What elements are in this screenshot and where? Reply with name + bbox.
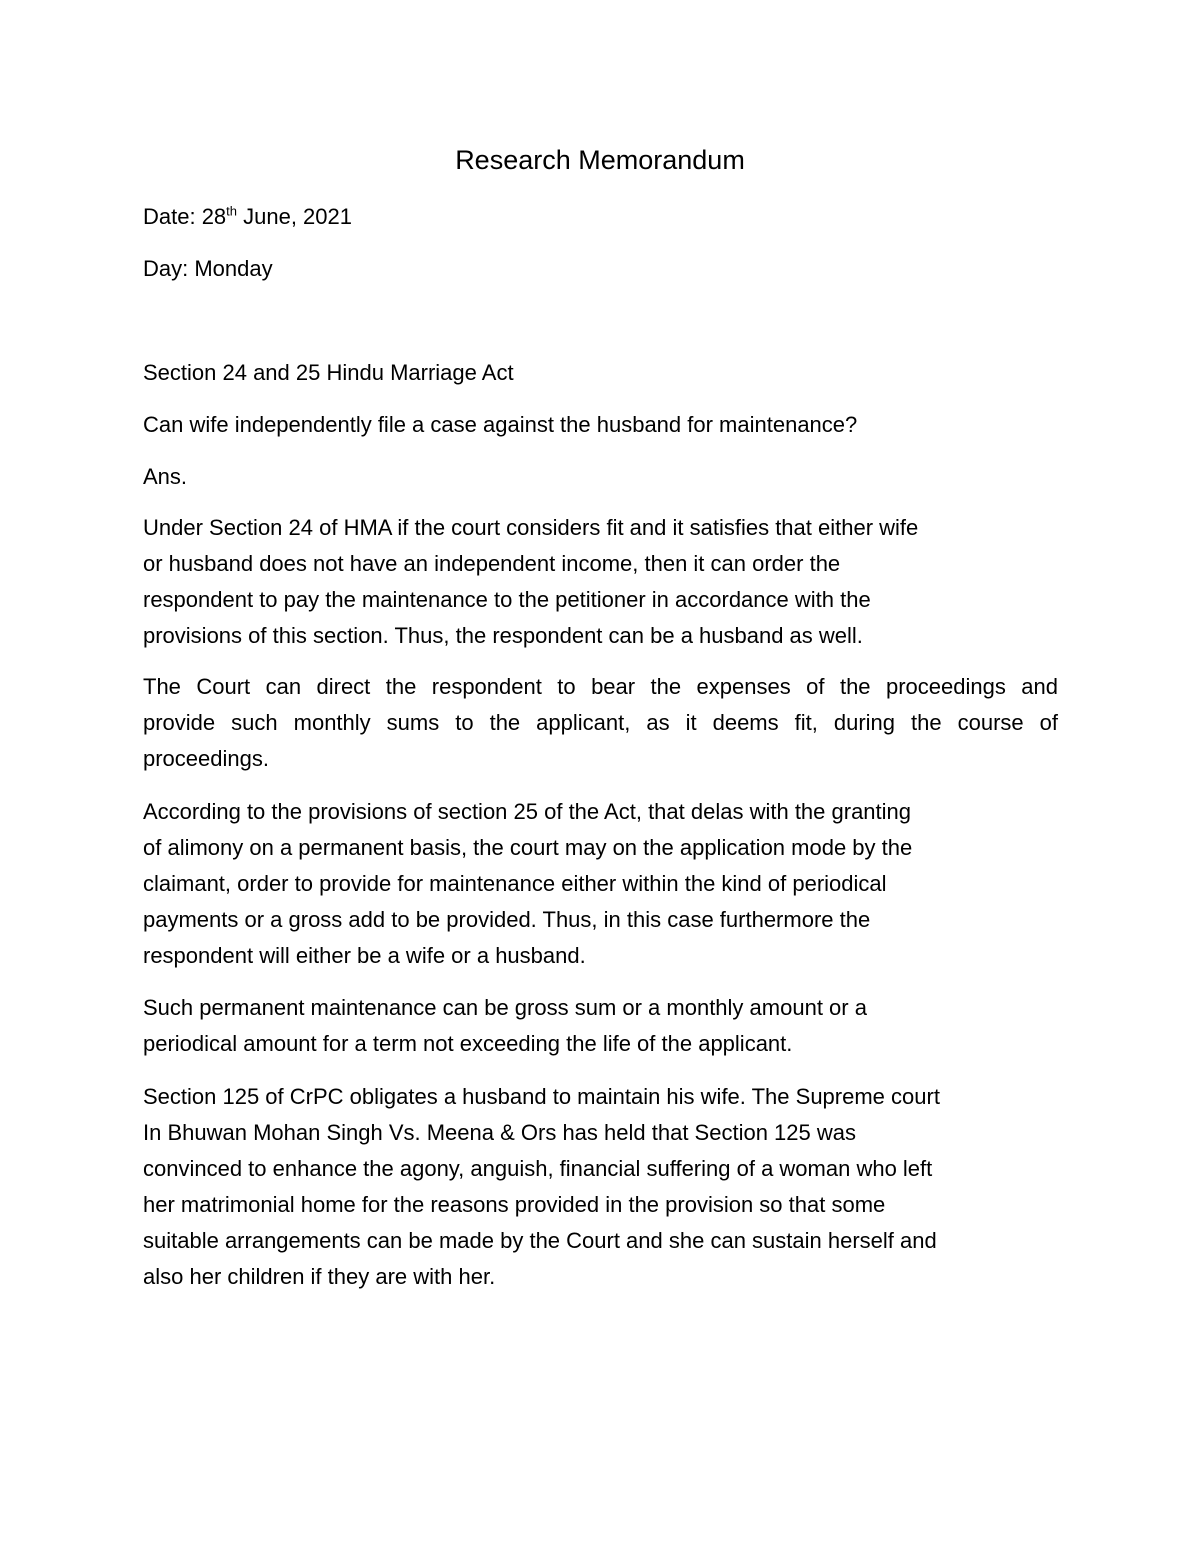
paragraph-line: provisions of this section. Thus, the respondent can be a husband as well.	[143, 623, 863, 648]
paragraph-line: payments or a gross add to be provided. Thus, in this case furthermore the	[143, 907, 871, 932]
paragraph-line: The Court can direct the respondent to bear the expenses of the proceedings and	[143, 674, 1058, 699]
paragraph-section-25	[143, 794, 1058, 974]
paragraph-line: her matrimonial home for the reasons provided in the provision so that some	[143, 1192, 886, 1217]
date-line	[143, 202, 352, 232]
paragraph-line: Such permanent maintenance can be gross sum or a monthly amount or a	[143, 995, 867, 1020]
document-title: Research Memorandum	[455, 145, 745, 175]
section-heading: Section 24 and 25 Hindu Marriage Act	[143, 360, 514, 385]
paragraph-line: Under Section 24 of HMA if the court considers fit and it satisfies that either wife	[143, 515, 919, 540]
paragraph-section-24	[143, 510, 1058, 654]
paragraph-permanent-maintenance	[143, 990, 1058, 1062]
paragraph-line: proceedings.	[143, 746, 269, 771]
date-ordinal-suffix: th	[226, 203, 238, 219]
paragraph-line: Section 125 of CrPC obligates a husband to maintain his wife. The Supreme court	[143, 1084, 940, 1109]
paragraph-line: respondent will either be a wife or a husband.	[143, 943, 586, 968]
paragraph-line: convinced to enhance the agony, anguish, financial suffering of a woman who left	[143, 1156, 933, 1181]
paragraph-line: periodical amount for a term not exceeding the life of the applicant.	[143, 1031, 793, 1056]
paragraph-line: suitable arrangements can be made by the Court and she can sustain herself and	[143, 1228, 937, 1253]
paragraph-section-125-crpc	[143, 1079, 1058, 1295]
question-line: Can wife independently file a case against the husband for maintenance?	[143, 412, 858, 437]
paragraph-line: or husband does not have an independent income, then it can order the	[143, 551, 841, 576]
paragraph-line: In Bhuwan Mohan Singh Vs. Meena & Ors has held that Section 125 was	[143, 1120, 856, 1145]
paragraph-line: respondent to pay the maintenance to the petitioner in accordance with the	[143, 587, 871, 612]
paragraph-line: of alimony on a permanent basis, the court may on the application mode by the	[143, 835, 913, 860]
date-label: Date: 28	[143, 204, 227, 229]
paragraph-line: According to the provisions of section 25 of the Act, that delas with the granting	[143, 799, 912, 824]
paragraph-line: also her children if they are with her.	[143, 1264, 496, 1289]
paragraph-line: provide such monthly sums to the applicant, as it deems fit, during the course of	[143, 710, 1058, 735]
paragraph-line: claimant, order to provide for maintenance either within the kind of periodical	[143, 871, 887, 896]
day-line: Day: Monday	[143, 256, 273, 281]
date-rest: June, 2021	[237, 204, 352, 229]
paragraph-court-direction	[143, 669, 1058, 777]
answer-label: Ans.	[143, 464, 188, 489]
